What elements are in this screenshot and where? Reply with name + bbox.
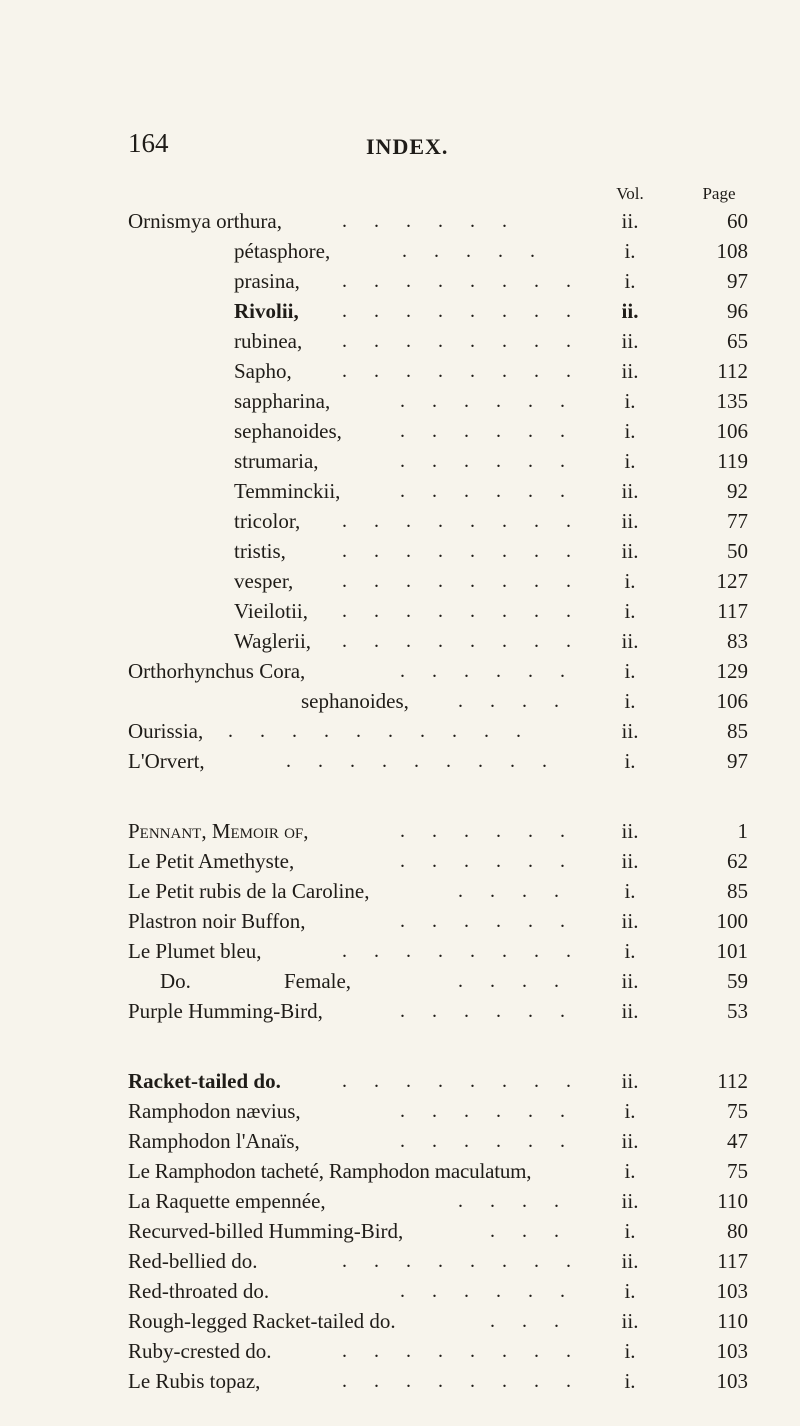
index-entry: Orthorhynchus Cora, . . . . . . i. 129 [128,659,748,683]
index-entry: La Raquette empennée, . . . . ii. 110 [128,1189,748,1213]
index-entry: tricolor, . . . . . . . . ii. 77 [234,509,748,533]
index-entry: Rivolii, . . . . . . . . ii. 96 [234,299,748,323]
index-entry: Waglerii, . . . . . . . . ii. 83 [234,629,748,653]
index-entry: sappharina, . . . . . . i. 135 [234,389,748,413]
index-entry: pétasphore, . . . . . i. 108 [234,239,748,263]
index-entry: Temminckii, . . . . . . ii. 92 [234,479,748,503]
index-entry: Le Rubis topaz, . . . . . . . . i. 103 [128,1369,748,1393]
index-entry: Ourissia, . . . . . . . . . . ii. 85 [128,719,748,743]
index-entry: Purple Humming-Bird, . . . . . . ii. 53 [128,999,748,1023]
index-entry: Le Ramphodon tacheté, Ramphodon maculatum, i. 75 [128,1159,748,1183]
index-entry: Ramphodon l'Anaïs, . . . . . . ii. 47 [128,1129,748,1153]
index-entry: Red-bellied do. . . . . . . . . ii. 117 [128,1249,748,1273]
index-entry: Le Petit rubis de la Caroline, . . . . i. 85 [128,879,748,903]
index-entry: strumaria, . . . . . . i. 119 [234,449,748,473]
index-entry: Racket-tailed do. . . . . . . . . ii. 112 [128,1069,748,1093]
running-head: INDEX. [366,134,449,159]
index-entry: L'Orvert, . . . . . . . . . i. 97 [128,749,748,773]
index-entry: Ruby-crested do. . . . . . . . . i. 103 [128,1339,748,1363]
index-entry: sephanoides, . . . . . . i. 106 [234,419,748,443]
index-entry: Recurved-billed Humming-Bird, . . . i. 80 [128,1219,748,1243]
index-entry: Vieilotii, . . . . . . . . i. 117 [234,599,748,623]
index-entry: Plastron noir Buffon, . . . . . . ii. 100 [128,909,748,933]
index-entry: vesper, . . . . . . . . i. 127 [234,569,748,593]
index-entry: Sapho, . . . . . . . . ii. 112 [234,359,748,383]
index-entry: Le Plumet bleu, . . . . . . . . i. 101 [128,939,748,963]
index-entry: Rough-legged Racket-tailed do. . . . ii. 110 [128,1309,748,1333]
index-entry: Pennant, Memoir of, . . . . . . ii. 1 [128,819,748,843]
index-entry: sephanoides, . . . . i. 106 [301,689,748,713]
index-entry: rubinea, . . . . . . . . ii. 65 [234,329,748,353]
index-entry: Le Petit Amethyste, . . . . . . ii. 62 [128,849,748,873]
index-entry: prasina, . . . . . . . . i. 97 [234,269,748,293]
index-entry: Ornismya orthura, . . . . . . ii. 60 [128,209,748,233]
index-entry: Red-throated do. . . . . . . i. 103 [128,1279,748,1303]
page-number: 164 [128,128,169,158]
page-column-header: Page [702,184,736,203]
index-entry: Ramphodon nævius, . . . . . . i. 75 [128,1099,748,1123]
index-entry: tristis, . . . . . . . . ii. 50 [234,539,748,563]
vol-column-header: Vol. [616,184,644,203]
index-entry: Do. Female, . . . . ii. 59 [160,969,748,993]
